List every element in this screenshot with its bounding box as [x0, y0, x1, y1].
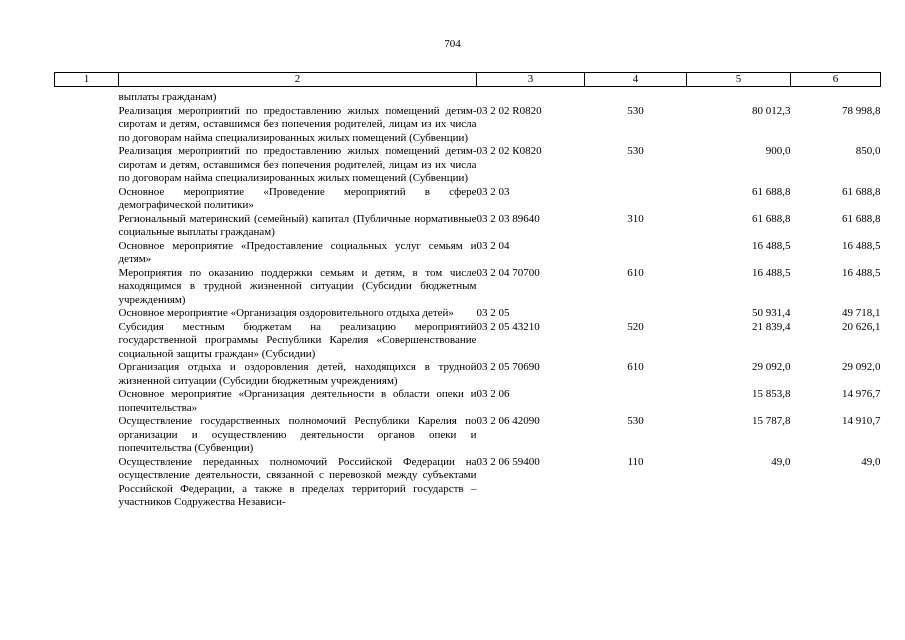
row-name: Реализация мероприятий по предоставлению жилых помещений детям-сиротам и детям, оставшимся без попечения родителей, лицам из их числа по договорам найма специализированных жилых помещений (Субвенции): [118, 104, 477, 144]
table-body: [55, 87, 881, 510]
table-row: [55, 415, 881, 456]
row-code: 03 2 06 42090: [476, 415, 540, 427]
row-sum-year-2: 61 688,8: [842, 185, 881, 198]
row-code: 03 2 03: [476, 185, 510, 198]
row-sum-year-2: 29 092,0: [842, 361, 881, 373]
row-code: 03 2 05: [476, 307, 510, 319]
column-header-5: 5: [687, 73, 791, 87]
row-name: Субсидия местным бюджетам на реализацию мероприятий государственной программы Республики Карелия «Совершенствование социальной защиты граждан» (Субсидии): [118, 320, 477, 360]
column-1-cell: [55, 267, 119, 308]
table-row: [55, 361, 881, 388]
column-1-cell: [55, 388, 119, 415]
row-expense-type: 610: [627, 266, 644, 279]
column-header-2: 2: [119, 73, 477, 87]
row-sum-year-2: 49 718,1: [842, 307, 881, 319]
column-1-cell: [55, 415, 119, 456]
column-header-1: 1: [55, 73, 119, 87]
column-1-cell: [55, 105, 119, 146]
column-header-3: 3: [477, 73, 585, 87]
table-row: [55, 388, 881, 415]
row-expense-type: 610: [627, 361, 644, 373]
row-sum-year-2: [791, 87, 881, 105]
column-1-cell: [55, 240, 119, 267]
row-sum-year-2: 61 688,8: [842, 212, 881, 225]
row-sum-year-1: 49,0: [771, 455, 791, 468]
row-sum-year-1: 16 488,5: [752, 266, 791, 279]
row-sum-year-1: 80 012,3: [752, 104, 791, 117]
row-code: 03 2 02 R0820: [476, 104, 542, 117]
row-sum-year-2: 78 998,8: [842, 104, 881, 117]
row-code: 03 2 06 59400: [476, 455, 540, 468]
row-code: 03 2 05 43210: [476, 320, 540, 333]
page-number: 704: [444, 38, 461, 50]
row-name: Основное мероприятие «Проведение мероприятий в сфере демографической политики»: [118, 185, 477, 211]
row-sum-year-1: 15 787,8: [752, 415, 791, 427]
row-code: 03 2 04: [476, 239, 510, 252]
row-name: Организация отдыха и оздоровления детей, находящихся в трудной жизненной ситуации (Субсидии бюджетным учреждениям): [118, 361, 477, 387]
row-name: Осуществление государственных полномочий Республики Карелия по организации и осуществлению деятельности органов опеки и попечительства (Субвенции): [118, 415, 477, 454]
row-code: 03 2 04 70700: [476, 266, 540, 279]
column-1-cell: [55, 361, 119, 388]
table-row: [55, 213, 881, 240]
row-expense-type: [585, 87, 687, 105]
row-name: Региональный материнский (семейный) капитал (Публичные нормативные социальные выплаты гражданам): [118, 212, 477, 238]
table-row: [55, 145, 881, 186]
row-expense-type: [585, 307, 687, 321]
row-expense-type: 530: [627, 415, 644, 427]
row-expense-type: [585, 186, 687, 213]
column-1-cell: [55, 321, 119, 362]
row-expense-type: 520: [627, 320, 644, 333]
column-1-cell: [55, 213, 119, 240]
row-code: [477, 87, 585, 105]
budget-table: [54, 72, 881, 510]
table-row: [55, 186, 881, 213]
row-expense-type: [585, 388, 687, 415]
row-name: Основное мероприятие «Предоставление социальных услуг семьям и детям»: [118, 239, 477, 265]
row-sum-year-2: 20 626,1: [842, 320, 881, 333]
column-1-cell: [55, 87, 119, 105]
table-row: [55, 105, 881, 146]
row-sum-year-1: 29 092,0: [752, 361, 791, 373]
row-sum-year-2: 850,0: [855, 145, 881, 157]
row-expense-type: [585, 240, 687, 267]
row-sum-year-1: [687, 87, 791, 105]
row-code: 03 2 06: [476, 388, 510, 400]
header-row: [55, 73, 881, 87]
row-code: 03 2 05 70690: [476, 361, 540, 373]
row-sum-year-1: 61 688,8: [752, 212, 791, 225]
row-sum-year-2: 49,0: [861, 455, 881, 468]
column-header-4: 4: [585, 73, 687, 87]
row-expense-type: 110: [627, 455, 644, 468]
row-sum-year-1: 50 931,4: [752, 307, 791, 319]
row-sum-year-2: 14 910,7: [842, 415, 881, 427]
table-row: [55, 307, 881, 321]
column-header-6: 6: [791, 73, 881, 87]
row-sum-year-1: 15 853,8: [752, 388, 791, 400]
row-name: Осуществление переданных полномочий Российской Федерации на осуществление деятельности, связанной с перевозкой между субъектами Российской Федерации, а также в пределах территорий государств – участников Содружества Независи-: [118, 455, 477, 508]
column-1-cell: [55, 456, 119, 510]
row-expense-type: 530: [627, 104, 644, 117]
table-row: [55, 267, 881, 308]
row-name: Реализация мероприятий по предоставлению жилых помещений детям-сиротам и детям, оставшимся без попечения родителей, лицам из их числа по договорам найма специализированных жилых помещений (Субвенции): [118, 145, 477, 184]
row-code: 03 2 02 К0820: [476, 145, 542, 157]
row-sum-year-2: 16 488,5: [842, 239, 881, 252]
column-1-cell: [55, 186, 119, 213]
table-row: [55, 321, 881, 362]
table-row: [55, 240, 881, 267]
row-name: Основное мероприятие «Организация оздоровительного отдыха детей»: [118, 307, 454, 319]
column-1-cell: [55, 307, 119, 321]
row-name: Мероприятия по оказанию поддержки семьям и детям, в том числе находящимся в трудной жизненной ситуации (Субсидии бюджетным учреждениям): [118, 266, 477, 306]
row-expense-type: 530: [627, 145, 644, 157]
row-sum-year-1: 61 688,8: [752, 185, 791, 198]
table-row: [55, 87, 881, 105]
row-code: 03 2 03 89640: [476, 212, 540, 225]
row-name: Основное мероприятие «Организация деятельности в области опеки и попечительства»: [118, 388, 477, 414]
row-sum-year-1: 16 488,5: [752, 239, 791, 252]
row-name: выплаты гражданам): [118, 91, 217, 103]
row-sum-year-1: 900,0: [765, 145, 791, 157]
row-sum-year-2: 14 976,7: [842, 388, 881, 400]
row-sum-year-1: 21 839,4: [752, 320, 791, 333]
column-1-cell: [55, 145, 119, 186]
row-sum-year-2: 16 488,5: [842, 266, 881, 279]
table-row: [55, 456, 881, 510]
row-expense-type: 310: [627, 212, 644, 225]
